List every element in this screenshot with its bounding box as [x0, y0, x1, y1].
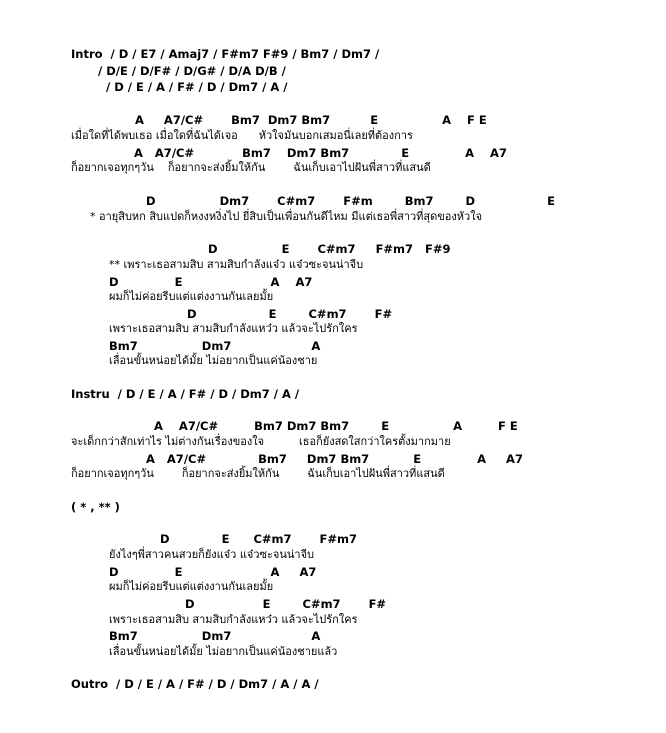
- verse2-lyric-1: จะเด็กกว่าสักเท่าไร ไม่ต่างกันเรื่องของใจ เธอก็ยังสดใสกว่าใครตั้งมากมาย: [71, 435, 451, 448]
- verse2-chord-1: A A7/C# Bm7 Dm7 Bm7 E A F E: [154, 419, 518, 433]
- outro-line: Outro / D / E / A / F# / D / Dm7 / A / A /: [71, 677, 319, 691]
- chorus2-chord-1: D E C#m7 F#m7: [160, 532, 358, 546]
- intro-line-1: Intro / D / E7 / Amaj7 / F#m7 F#9 / Bm7 / Dm7 /: [71, 47, 380, 61]
- chorus1-lyric-3: เพราะเธอสามสิบ สามสิบกำลังแหว๋ว แล้วจะไปรักใคร: [109, 322, 358, 335]
- chorus2-chord-4: Bm7 Dm7 A: [109, 629, 321, 643]
- chorus2-lyric-1: ยังไงๆพี่สาวคนสวยก็ยังแจ๋ว แจ๋วซะจนน่าจีบ: [109, 548, 315, 561]
- chorus2-lyric-3: เพราะเธอสามสิบ สามสิบกำลังแหว๋ว แล้วจะไปรักใคร: [109, 613, 358, 626]
- chorus1-lyric-4: เลื่อนขั้นหน่อยได้มั้ย ไม่อยากเป็นแค่น้องชาย: [109, 354, 318, 367]
- verse2-chord-2: A A7/C# Bm7 Dm7 Bm7 E A A7: [146, 452, 523, 466]
- chorus1-chord-2: D E A A7: [109, 275, 313, 289]
- chorus2-chord-2: D E A A7: [109, 565, 317, 579]
- intro-line-2: / D/E / D/F# / D/G# / D/A D/B /: [98, 64, 286, 78]
- chorus1-chord-3: D E C#m7 F#: [187, 307, 393, 321]
- verse1-lyric-1: เมื่อใดที่ได้พบเธอ เมื่อใดที่ฉันได้เจอ หัวใจมันบอกเสมอนี่เลยที่ต้องการ: [71, 129, 413, 142]
- verse1-lyric-2: ก็อยากเจอทุกๆวัน ก็อยากจะส่งยิ้มให้กัน ฉันเก็บเอาไปฝันพี่สาวที่แสนดี: [71, 161, 431, 174]
- verse1-chord-2: A A7/C# Bm7 Dm7 Bm7 E A A7: [134, 146, 507, 160]
- chorus1-chord-1: D E C#m7 F#m7 F#9: [208, 242, 451, 256]
- chorus1-lyric-2: ผมก็ไม่ค่อยรีบแต่แต่งงานกันเลยมั้ย: [109, 290, 274, 303]
- verse2-lyric-2: ก็อยากเจอทุกๆวัน ก็อยากจะส่งยิ้มให้กัน ฉันเก็บเอาไปฝันพี่สาวที่แสนดี: [71, 467, 445, 480]
- repeat-marker: ( * , ** ): [71, 500, 120, 514]
- intro-line-3: / D / E / A / F# / D / Dm7 / A /: [106, 80, 288, 94]
- chorus2-lyric-2: ผมก็ไม่ค่อยรีบแต่แต่งงานกันเลยมั้ย: [109, 580, 274, 593]
- instru-line: Instru / D / E / A / F# / D / Dm7 / A /: [71, 387, 300, 401]
- prechorus-chord: D Dm7 C#m7 F#m Bm7 D E: [146, 194, 555, 208]
- chorus2-lyric-4: เลื่อนขั้นหน่อยได้มั้ย ไม่อยากเป็นแค่น้องชายแล้ว: [109, 645, 338, 658]
- chorus2-chord-3: D E C#m7 F#: [185, 597, 387, 611]
- prechorus-lyric: * อายุสิบหก สิบแปดก็หงงหงิ่งไป ยี่สิบเป็นเพื่อนกันดีไหม มีแต่เธอพี่สาวที่สุดของหัวใจ: [90, 210, 483, 223]
- verse1-chord-1: A A7/C# Bm7 Dm7 Bm7 E A F E: [135, 113, 487, 127]
- chorus1-lyric-1: ** เพราะเธอสามสิบ สามสิบกำลังแจ๋ว แจ๋วซะจนน่าจีบ: [109, 258, 364, 271]
- chorus1-chord-4: Bm7 Dm7 A: [109, 339, 321, 353]
